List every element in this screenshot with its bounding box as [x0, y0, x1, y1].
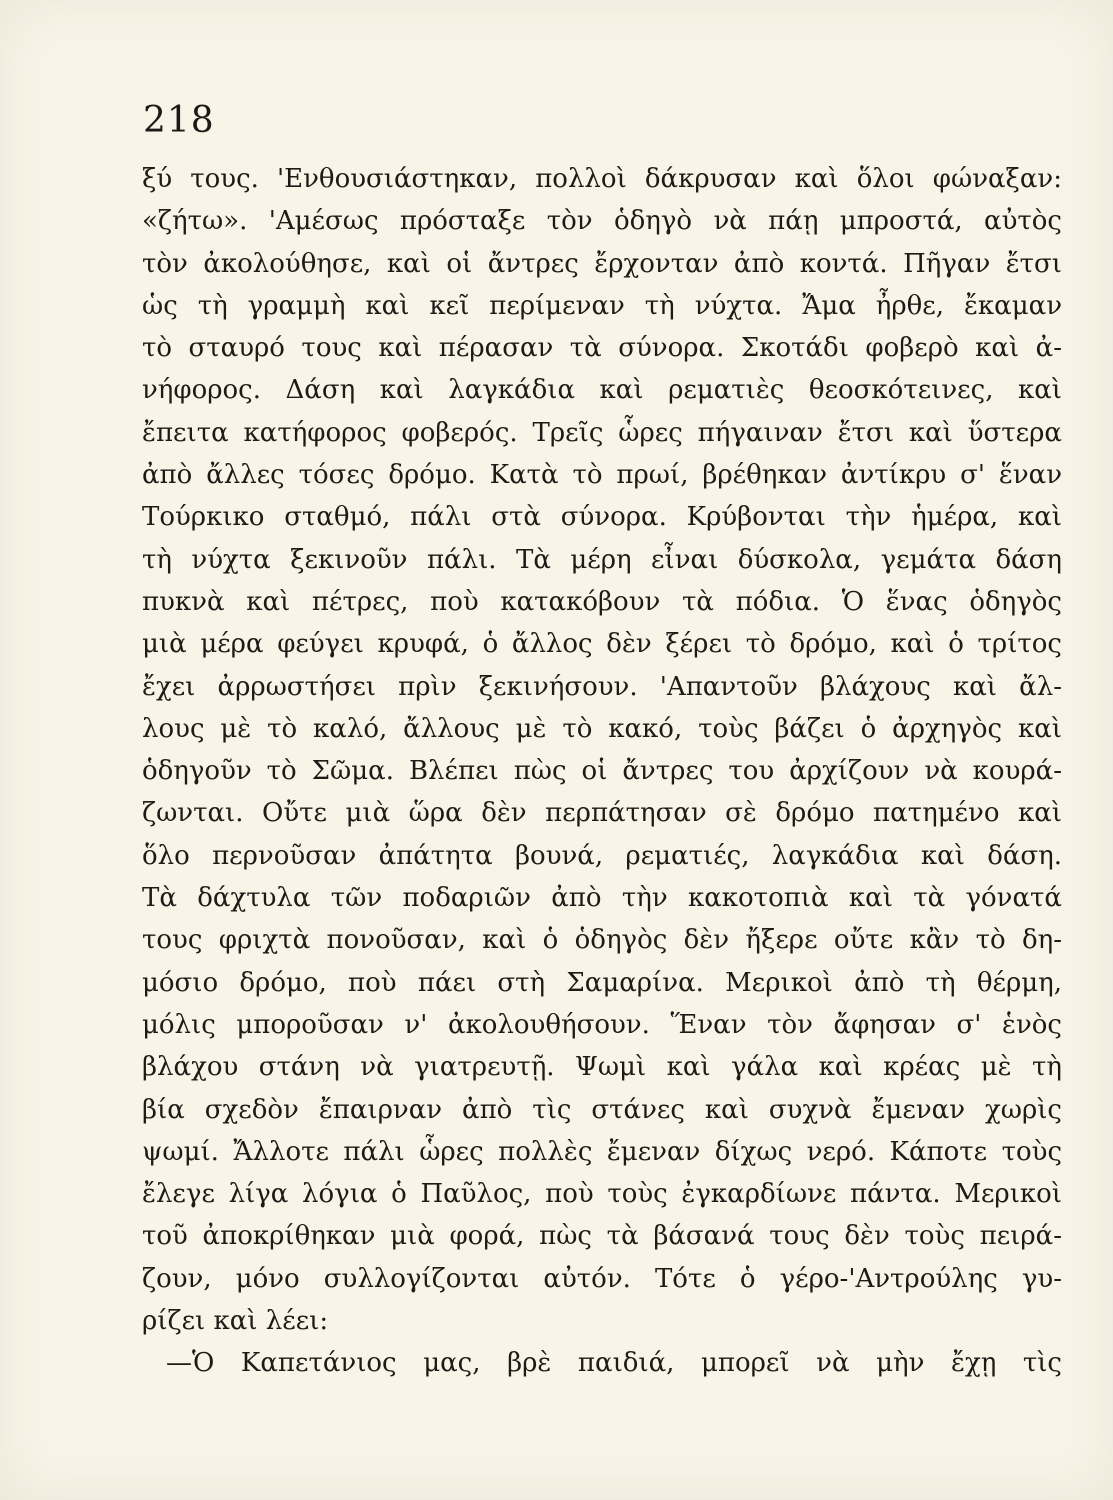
text-line: —Ὁ Καπετάνιος μας, βρὲ παιδιά, μπορεῖ νὰ μὴν ἔχῃ τὶς — [166, 1348, 1062, 1379]
text-line: τὴ νύχτα ξεκινοῦν πάλι. Τὰ μέρη εἶναι δύσκολα, γεμάτα δάση — [142, 544, 1062, 575]
text-line: ψωμί. Ἄλλοτε πάλι ὧρες πολλὲς ἔμεναν δίχως νερό. Κάποτε τοὺς — [142, 1136, 1062, 1167]
text-line: βία σχεδὸν ἔπαιρναν ἀπὸ τὶς στάνες καὶ συχνὰ ἔμεναν χωρὶς — [142, 1094, 1062, 1125]
text-line: μιὰ μέρα φεύγει κρυφά, ὁ ἄλλος δὲν ξέρει τὸ δρόμο, καὶ ὁ τρίτος — [142, 629, 1062, 660]
text-line: ζωνται. Οὔτε μιὰ ὥρα δὲν περπάτησαν σὲ δρόμο πατημένο καὶ — [142, 798, 1062, 829]
text-line: ὁδηγοῦν τὸ Σῶμα. Βλέπει πὼς οἱ ἄντρες του ἀρχίζουν νὰ κουρά- — [142, 756, 1062, 787]
text-line: Τὰ δάχτυλα τῶν ποδαριῶν ἀπὸ τὴν κακοτοπιὰ καὶ τὰ γόνατά — [142, 883, 1062, 914]
text-line: νήφορος. Δάση καὶ λαγκάδια καὶ ρεματιὲς θεοσκότεινες, καὶ — [142, 375, 1062, 406]
body-text — [142, 158, 1062, 1385]
text-line: ὅλο περνοῦσαν ἀπάτητα βουνά, ρεματιές, λαγκάδια καὶ δάση. — [142, 840, 1062, 871]
text-line: τὸ σταυρό τους καὶ πέρασαν τὰ σύνορα. Σκοτάδι φοβερὸ καὶ ἀ- — [142, 333, 1062, 364]
text-line: ζουν, μόνο συλλογίζονται αὐτόν. Τότε ὁ γέρο-'Αντρούλης γυ- — [142, 1263, 1062, 1294]
text-line: τὸν ἀκολούθησε, καὶ οἱ ἄντρες ἔρχονταν ἀπὸ κοντά. Πῆγαν ἔτσι — [142, 248, 1062, 279]
text-line: τους φριχτὰ πονοῦσαν, καὶ ὁ ὁδηγὸς δὲν ἤξερε οὔτε κἂν τὸ δη- — [142, 925, 1062, 956]
text-line: ρίζει καὶ λέει: — [142, 1306, 329, 1337]
text-line: «ζήτω». 'Αμέσως πρόσταξε τὸν ὁδηγὸ νὰ πάῃ μπροστά, αὐτὸς — [142, 206, 1062, 237]
text-line: λους μὲ τὸ καλό, ἄλλους μὲ τὸ κακό, τοὺς βάζει ὁ ἀρχηγὸς καὶ — [142, 713, 1062, 744]
text-line: βλάχου στάνη νὰ γιατρευτῇ. Ψωμὶ καὶ γάλα καὶ κρέας μὲ τὴ — [142, 1052, 1062, 1083]
text-line: ὡς τὴ γραμμὴ καὶ κεῖ περίμεναν τὴ νύχτα. Ἄμα ἦρθε, ἔκαμαν — [142, 290, 1062, 321]
page-number: 218 — [143, 100, 215, 141]
text-line: ἔλεγε λίγα λόγια ὁ Παῦλος, ποὺ τοὺς ἐγκαρδίωνε πάντα. Μερικοὶ — [142, 1179, 1062, 1210]
text-line: ἔχει ἀρρωστήσει πρὶν ξεκινήσουν. 'Απαντοῦν βλάχους καὶ ἄλ- — [142, 671, 1062, 702]
text-line: μόσιο δρόμο, ποὺ πάει στὴ Σαμαρίνα. Μερικοὶ ἀπὸ τὴ θέρμη, — [142, 967, 1062, 998]
text-line: ξύ τους. 'Ενθουσιάστηκαν, πολλοὶ δάκρυσαν καὶ ὅλοι φώναξαν: — [142, 164, 1062, 194]
text-line: τοῦ ἀποκρίθηκαν μιὰ φορά, πὼς τὰ βάσανά τους δὲν τοὺς πειρά- — [142, 1221, 1062, 1252]
text-line: πυκνὰ καὶ πέτρες, ποὺ κατακόβουν τὰ πόδια. Ὁ ἕνας ὁδηγὸς — [142, 586, 1062, 617]
text-line: ἔπειτα κατήφορος φοβερός. Τρεῖς ὧρες πήγαιναν ἔτσι καὶ ὕστερα — [142, 417, 1062, 448]
text-line: ἀπὸ ἄλλες τόσες δρόμο. Κατὰ τὸ πρωί, βρέθηκαν ἀντίκρυ σ' ἕναν — [142, 460, 1062, 491]
text-line: μόλις μποροῦσαν ν' ἀκολουθήσουν. Ἕναν τὸν ἄφησαν σ' ἑνὸς — [142, 1009, 1062, 1040]
text-line: Τούρκικο σταθμό, πάλι στὰ σύνορα. Κρύβονται τὴν ἡμέρα, καὶ — [142, 502, 1062, 533]
